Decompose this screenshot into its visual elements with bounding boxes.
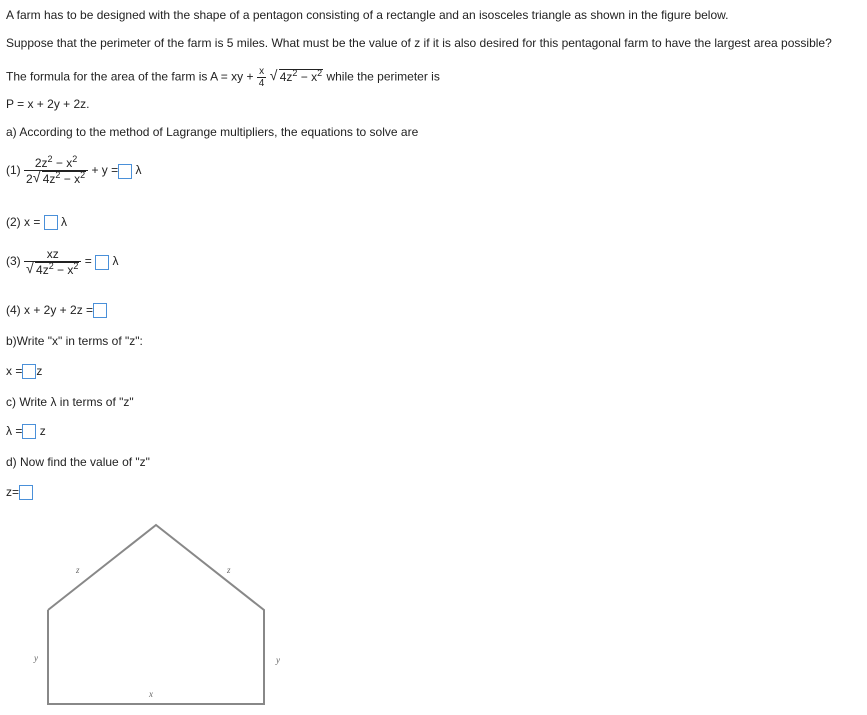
part-b-answer: x = z: [6, 364, 43, 378]
intro-line-2: Suppose that the perimeter of the farm is 5 miles. What must be the value of z if it is also desired for this pentagonal farm to have the largest area possible?: [6, 36, 832, 50]
formula-frac-num: x: [259, 66, 265, 77]
label-y-left: y: [34, 653, 38, 663]
eq1-fraction: $2z^2 - x^2$ 2 √ $4z^2 - x^2$: [24, 156, 88, 186]
part-c-title: c) Write λ in terms of "z": [6, 395, 134, 409]
equation-3: (3) xz √ $4z^2 - x^2$ = λ: [6, 247, 119, 277]
perimeter-formula: P = x + 2y + 2z.: [6, 97, 90, 111]
formula-prefix: The formula for the area of the farm is A = xy +: [6, 69, 254, 84]
eq4-answer-input[interactable]: [93, 303, 107, 318]
label-y-right: y: [276, 655, 280, 665]
eq3-fraction: xz √ $4z^2 - x^2$: [24, 247, 81, 277]
x-in-terms-of-z-input[interactable]: [22, 364, 36, 379]
label-x-bottom: x: [149, 689, 153, 699]
pentagon-figure: [0, 515, 300, 715]
formula-sqrt: √ $4z^2 - x^2$: [269, 66, 323, 84]
eq1-answer-input[interactable]: [118, 164, 132, 179]
label-z-left: z: [76, 565, 80, 575]
eq2-answer-input[interactable]: [44, 215, 58, 230]
z-value-input[interactable]: [19, 485, 33, 500]
pentagon-outline: [48, 525, 264, 704]
formula-suffix: while the perimeter is: [326, 69, 440, 84]
part-a-title: a) According to the method of Lagrange multipliers, the equations to solve are: [6, 125, 419, 139]
eq3-answer-input[interactable]: [95, 255, 109, 270]
part-c-answer: λ = z: [6, 424, 46, 438]
part-b-title: b)Write "x" in terms of "z":: [6, 334, 143, 348]
equation-2: (2) x = λ: [6, 215, 68, 229]
formula-frac-den: 4: [258, 78, 265, 89]
label-z-right: z: [227, 565, 231, 575]
formula-fraction: [257, 66, 267, 89]
area-formula-line: [6, 66, 440, 89]
part-d-answer: z=: [6, 485, 33, 500]
equation-1: (1) $2z^2 - x^2$ 2 √ $4z^2 - x^2$ + y = λ: [6, 154, 142, 186]
part-d-title: d) Now find the value of "z": [6, 455, 150, 469]
equation-4: (4) x + 2y + 2z =: [6, 303, 107, 318]
lambda-in-terms-of-z-input[interactable]: [22, 424, 36, 439]
intro-line-1: A farm has to be designed with the shape of a pentagon consisting of a rectangle and an isosceles triangle as shown in the figure below.: [6, 8, 729, 22]
